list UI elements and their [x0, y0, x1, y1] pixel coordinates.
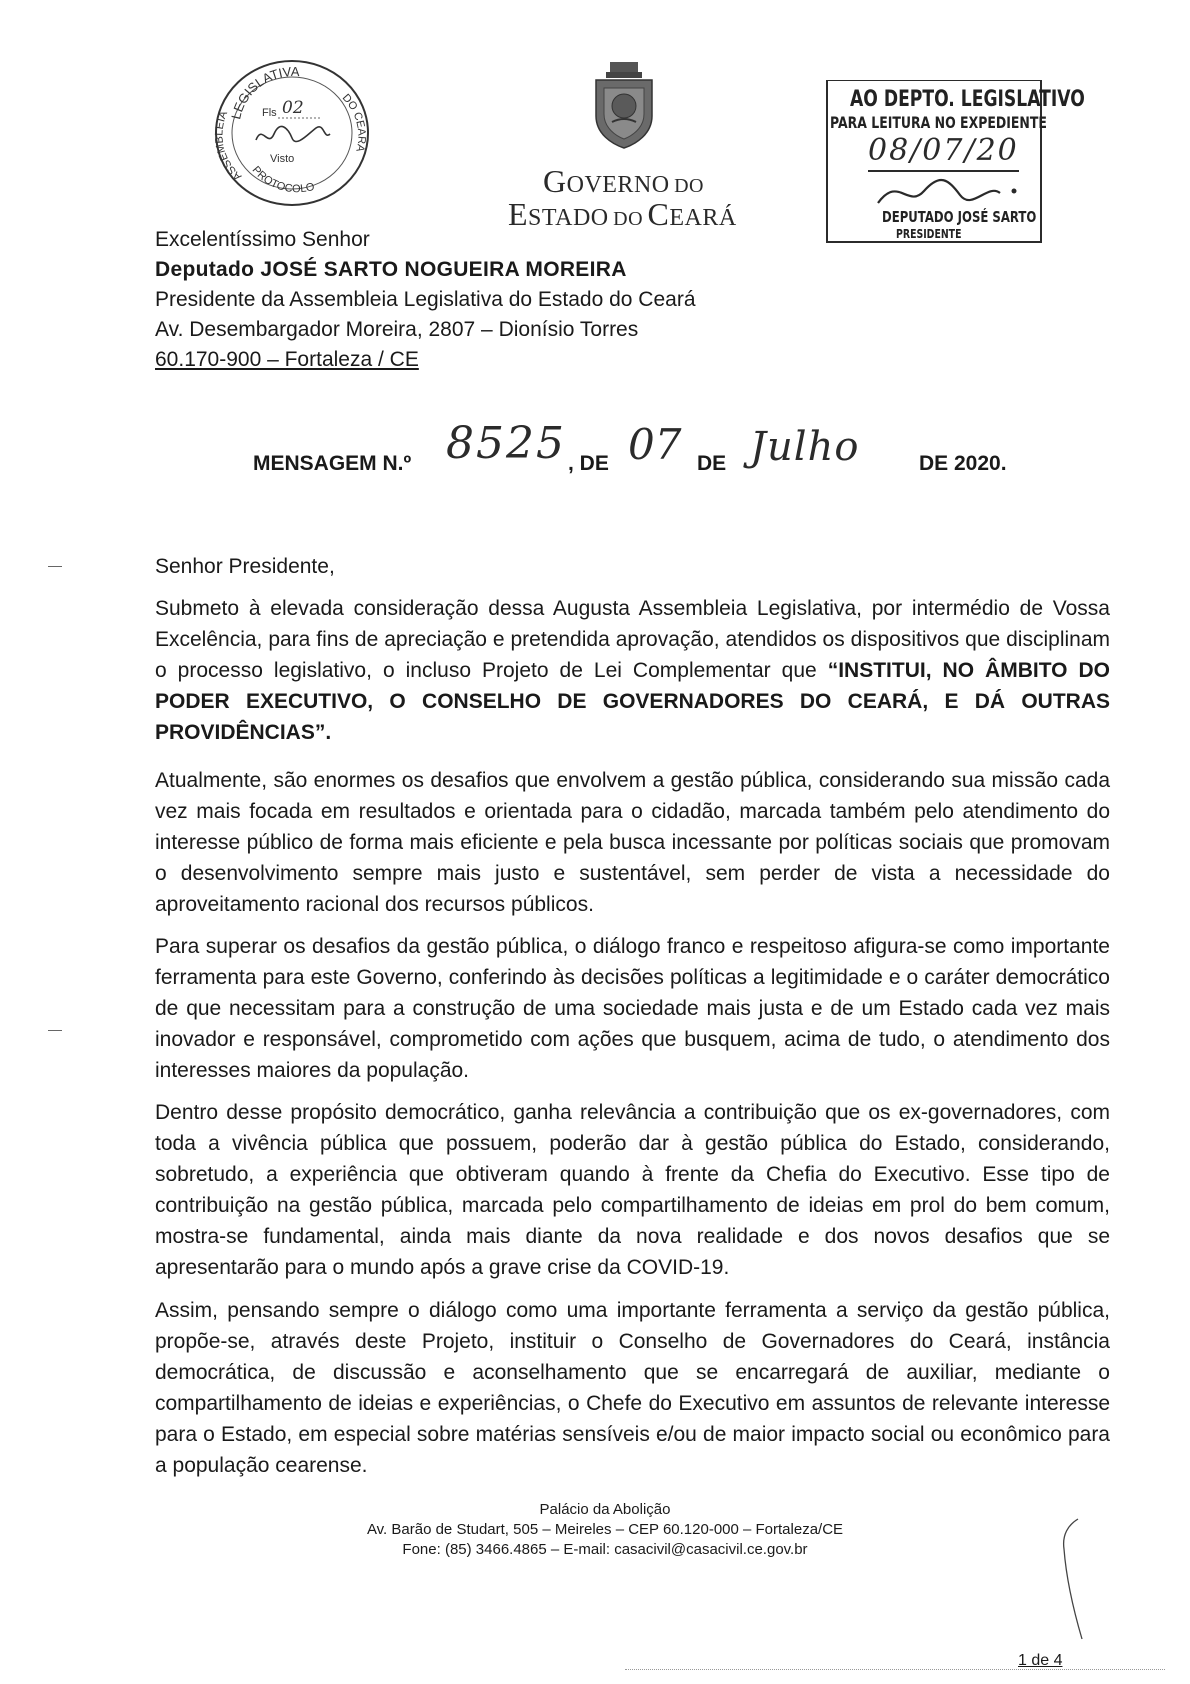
paragraph-1-text: Submeto à elevada consideração dessa Augusta Assembleia Legislativa, por intermédio de Vossa Excelência, para fins de apreciação e pretendida aprovação, atendidos os dispositivos que disciplinam o processo legislativo, o incluso Projeto de Lei Complementar que	[155, 597, 1110, 682]
addressee-city: 60.170-900 – Fortaleza / CE	[155, 348, 419, 371]
paragraph-4: Dentro desse propósito democrático, ganha relevância a contribuição que os ex-governadores, com toda a vivência pública que possuem, poderão dar à gestão pública do Estado, considerando, sobretudo, a experiência que obtiveram quando à frente da Chefia do Executivo. Esse tipo de contribuição na gestão pública, marcada pelo compartilhamento de ideias em prol do bem comum, mostra-se fundamental, ainda mais diante da nova realidade e dos novos desafios que se apresentarão para o mundo após a grave crise da COVID-19.	[155, 1101, 1110, 1279]
stamp-fls-value: 02	[282, 98, 304, 118]
reading-stamp-line2: PARA LEITURA NO EXPEDIENTE	[830, 113, 1047, 132]
stamp-signature-icon	[256, 126, 330, 141]
stamp-bottom-text: PROTOCOLO	[249, 164, 316, 196]
reading-stamp-signature-icon	[868, 169, 1028, 211]
greeting: Senhor Presidente,	[155, 555, 335, 578]
page-number: 1 de 4	[1018, 1652, 1063, 1669]
message-year: DE 2020.	[919, 452, 1007, 475]
message-label: MENSAGEM N.º	[253, 452, 412, 475]
paragraph-1	[155, 593, 1110, 748]
addressee-name: Deputado JOSÉ SARTO NOGUEIRA MOREIRA	[155, 258, 627, 281]
stamp-right-text: DO CEARÁ	[339, 91, 368, 153]
stamp-visto-label: Visto	[270, 153, 295, 165]
reading-stamp-line3: DEPUTADO JOSÉ SARTO	[882, 208, 1037, 226]
message-de-1: , DE	[568, 452, 609, 475]
margin-pen-mark-icon	[1048, 1515, 1088, 1645]
reading-stamp-date: 08/07/20	[868, 133, 1019, 172]
paragraph-5: Assim, pensando sempre o diálogo como uma importante ferramenta a serviço da gestão pública, propõe-se, através deste Projeto, instituir o Conselho de Governadores do Ceará, instância democrática, de discussão e aconselhamento que se encarregará de auxiliar, mediante o compartilhamento de ideias e experiências, o Chefe do Executivo em assuntos de relevante interesse para o Estado, em especial sobre matérias sensíveis e/ou de maior impacto social ou econômico para a população cearense.	[155, 1299, 1110, 1477]
message-day: 07	[628, 420, 682, 469]
reading-stamp-line4: PRESIDENTE	[896, 227, 962, 241]
margin-mark	[48, 1030, 62, 1031]
message-month: Julho	[750, 424, 860, 470]
stamp-fls-label: Fls	[262, 107, 277, 119]
reading-stamp-line1: AO DEPTO. LEGISLATIVO	[850, 87, 1085, 112]
footer-line2: Av. Barão de Studart, 505 – Meireles – CEP 60.120-000 – Fortaleza/CE	[366, 1521, 844, 1538]
addressee-street: Av. Desembargador Moreira, 2807 – Dionísio Torres	[155, 318, 639, 341]
footer-rule	[625, 1669, 1165, 1670]
paragraph-1-bold: “INSTITUI, NO ÂMBITO DO PODER EXECUTIVO, O CONSELHO DE GOVERNADORES DO CEARÁ, E DÁ OUTRAS PROVIDÊNCIAS”.	[155, 659, 1110, 744]
message-de-2: DE	[697, 452, 727, 475]
addressee-role: Presidente da Assembleia Legislativa do Estado do Ceará	[155, 288, 696, 311]
margin-mark	[48, 566, 62, 567]
reading-stamp	[826, 80, 1085, 243]
protocol-stamp	[212, 58, 372, 208]
coat-of-arms-icon	[588, 60, 660, 150]
government-title-line2: ESTADO DO CEARÁ	[508, 196, 737, 232]
paragraph-2: Atualmente, são enormes os desafios que envolvem a gestão pública, considerando sua missão cada vez mais focada em resultados e orientada para o cidadão, marcada também pelo atendimento do interesse público de forma mais eficiente e pela busca incessante por políticas sociais que promovam o desenvolvimento sempre mais justo e sustentável, sem perder de vista a necessidade do aproveitamento racional dos recursos públicos.	[155, 769, 1110, 916]
message-number: 8525	[446, 418, 566, 469]
footer-line1: Palácio da Abolição	[539, 1501, 671, 1518]
government-title-line1: GOVERNO DO	[543, 163, 704, 199]
addressee-salutation: Excelentíssimo Senhor	[155, 228, 370, 251]
stamp-left-text: ASSEMBLEIA	[213, 109, 245, 183]
footer-line3: Fone: (85) 3466.4865 – E-mail: casacivil@casacivil.ce.gov.br	[402, 1541, 808, 1558]
paragraph-3: Para superar os desafios da gestão pública, o diálogo franco e respeitoso afigura-se como importante ferramenta para este Governo, conferindo às decisões políticas a legitimidade e o caráter democrático de que necessitam para a construção de uma sociedade mais justa e de um Estado cada vez mais inovador e responsável, comprometido com ações que busquem, acima de tudo, o atendimento dos interesses maiores da população.	[155, 935, 1110, 1082]
stamp-top-text: LEGISLATIVA	[228, 63, 300, 121]
